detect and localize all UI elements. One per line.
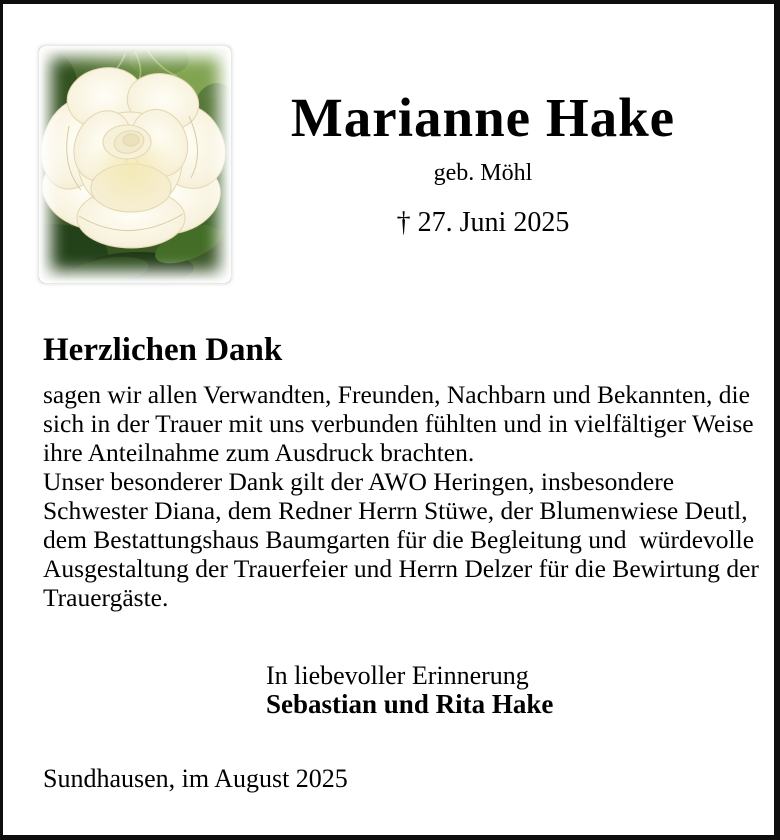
header-block [233, 86, 733, 240]
thanks-text-line: dem Bestattungshaus Baumgarten für die Begleitung und würdevolle [43, 525, 755, 554]
thanks-heading: Herzlichen Dank [43, 332, 283, 368]
thanks-text-line: sagen wir allen Verwandten, Freunden, Nachbarn und Bekannten, die [43, 380, 750, 409]
closing-block [266, 661, 553, 719]
white-rose-illustration [39, 46, 231, 283]
thanks-text-line: Ausgestaltung der Trauerfeier und Herrn Delzer für die Bewirtung der [43, 554, 759, 583]
death-date: † 27. Juni 2025 [396, 207, 570, 239]
deceased-name: Marianne Hake [290, 87, 676, 148]
rose-photo [39, 46, 231, 283]
thanks-text-line: Trauergäste. [43, 583, 169, 612]
thanks-text-line: sich in der Trauer mit uns verbunden fühlten und in vielfältiger Weise [43, 409, 754, 438]
thanks-text-line: ihre Anteilnahme zum Ausdruck brachten. [43, 438, 475, 467]
birth-name: geb. Möhl [433, 160, 533, 187]
thanks-text-line: Unser besonderer Dank gilt der AWO Heringen, insbesondere [43, 467, 675, 496]
thanks-text [43, 380, 759, 612]
mourners-names: Sebastian und Rita Hake [266, 689, 554, 719]
closing-line: In liebevoller Erinnerung [266, 661, 529, 690]
place-date: Sundhausen, im August 2025 [43, 764, 348, 793]
thanks-text-line: Schwester Diana, dem Redner Herrn Stüwe, der Blumenwiese Deutl, [43, 496, 748, 525]
